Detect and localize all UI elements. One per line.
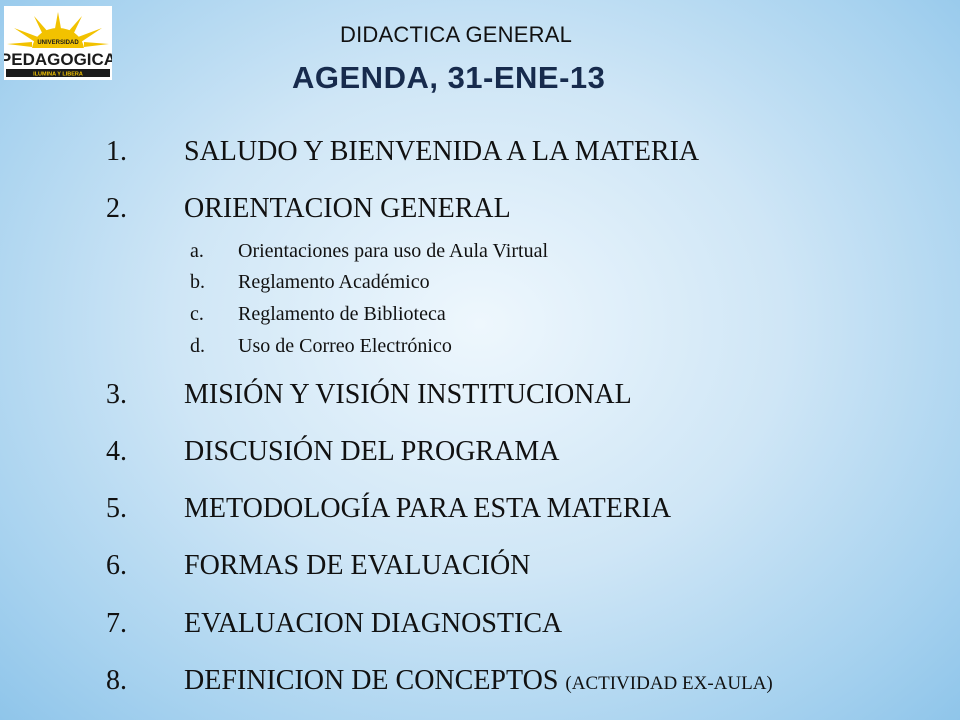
course-title: DIDACTICA GENERAL [340,22,573,47]
item-number: 8. [106,665,127,696]
subitem-text: Uso de Correo Electrónico [238,335,452,357]
item-text: MISIÓN Y VISIÓN INSTITUCIONAL [184,379,632,410]
university-logo [4,6,112,80]
item-number: 7. [106,608,127,639]
subitem-letter: d. [190,335,205,357]
logo-arc-text: UNIVERSIDAD [37,40,79,46]
item-number: 3. [106,379,127,410]
item-number: 2. [106,193,127,224]
item-number: 5. [106,493,127,524]
item-text: METODOLOGÍA PARA ESTA MATERIA [184,493,672,524]
item-number: 6. [106,550,127,581]
item-note: (ACTIVIDAD EX-AULA) [565,673,773,694]
subitem-letter: c. [190,303,204,325]
logo-tagline: ILUMINA Y LIBERA [33,71,83,78]
item-text: FORMAS DE EVALUACIÓN [184,550,531,581]
item-text-main: DEFINICION DE CONCEPTOS [184,665,559,696]
logo-wordmark: PEDAGOGICA [4,50,112,69]
subitem-text: Orientaciones para uso de Aula Virtual [238,240,548,262]
subitem-text: Reglamento Académico [238,271,430,293]
subitem-letter: a. [190,240,204,262]
item-text: SALUDO Y BIENVENIDA A LA MATERIA [184,136,700,167]
subitem-text: Reglamento de Biblioteca [238,303,446,325]
item-number: 4. [106,436,127,467]
item-text: EVALUACION DIAGNOSTICA [184,608,563,639]
sun-emblem-icon [4,6,112,80]
agenda-title: AGENDA, 31-ENE-13 [292,60,606,95]
item-text: DISCUSIÓN DEL PROGRAMA [184,436,560,467]
subitem-letter: b. [190,271,205,293]
item-text: ORIENTACION GENERAL [184,193,511,224]
item-text [184,667,773,695]
item-number: 1. [106,136,127,167]
